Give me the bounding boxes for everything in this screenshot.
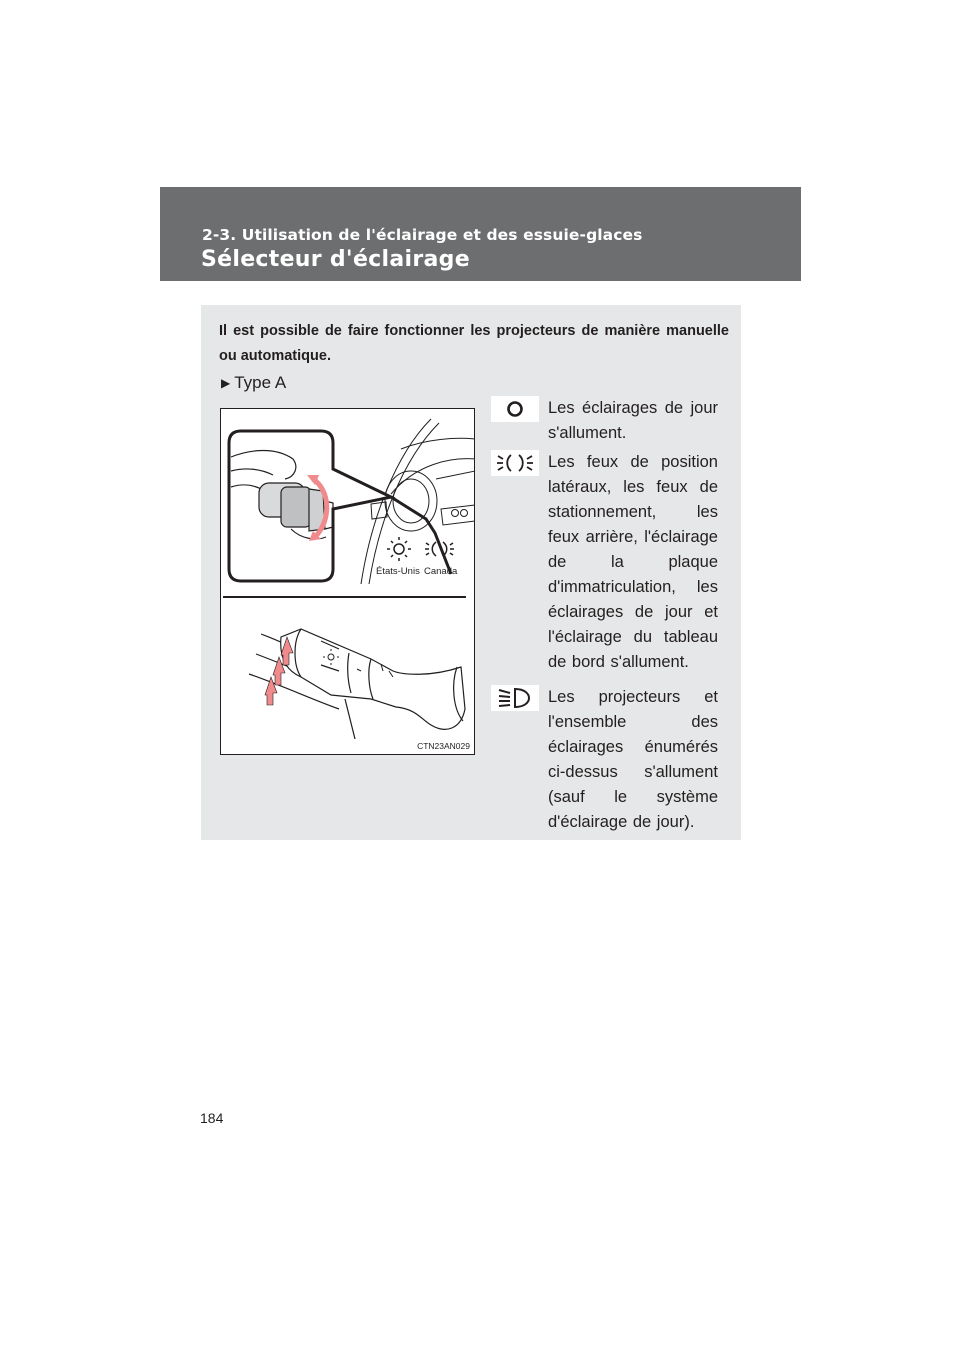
label-usa: États-Unis [376, 566, 420, 577]
type-label: Type A [234, 373, 287, 392]
legend-text-drl: Les éclairages de jour s'allument. [548, 399, 718, 442]
intro-text: Il est possible de faire fonctionner les projecteurs de manière manuelle ou automatique. [219, 323, 729, 364]
daytime-running-light-icon [491, 396, 539, 422]
legend-text-parking: Les feux de position latéraux, les feux de stationnement, les feux arrière, l'éclairage de la plaque d'immatriculation, les éclairages de jour et l'éclairage du tableau de bord s'allument. [548, 453, 718, 671]
triangle-right-icon: ▶ [221, 376, 231, 390]
type-heading [221, 373, 286, 393]
label-canada: Canada [424, 566, 458, 577]
section-label: 2-3. Utilisation de l'éclairage et des essuie-glaces [202, 226, 643, 244]
illustration-drawing [221, 409, 475, 755]
chapter-header [160, 187, 801, 281]
page-title: Sélecteur d'éclairage [201, 247, 470, 272]
content-panel [201, 305, 741, 840]
page-number: 184 [200, 1110, 224, 1126]
legend-text-headlight: Les projecteurs et l'ensemble des éclairages énumérés ci-dessus s'allument (sauf le système d'éclairage de jour). [548, 688, 718, 831]
light-switch-illustration [220, 408, 475, 755]
headlight-icon [491, 685, 539, 711]
figure-code: CTN23AN029 [417, 741, 470, 751]
parking-light-icon [491, 450, 539, 476]
